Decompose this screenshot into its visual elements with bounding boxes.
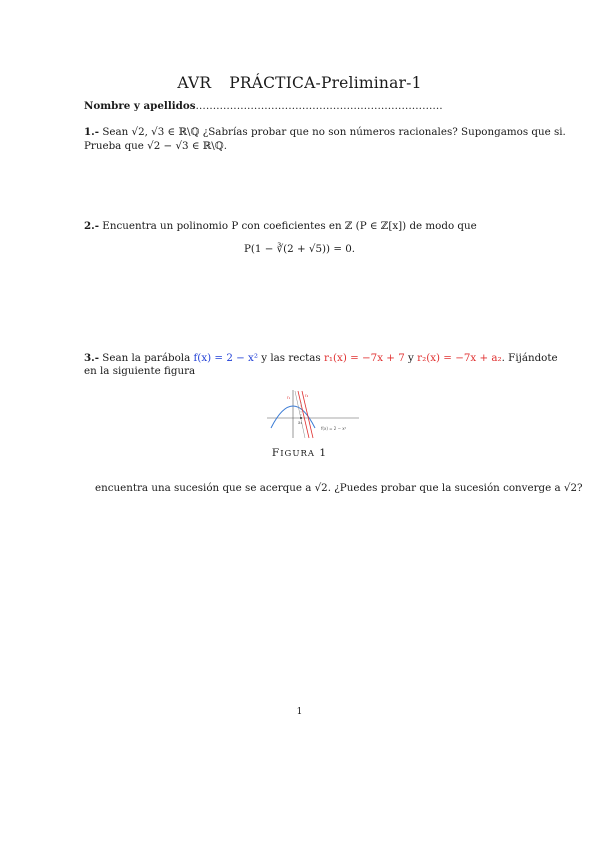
q1-line2 — [84, 140, 227, 153]
q2-text: Encuentra un polinomio P con coeficientes en ℤ (P ∈ ℤ[x]) de modo que — [99, 220, 477, 232]
q1-text-b: ¿Sabrías probar que no son números racionales? Supongamos que si. — [199, 126, 566, 138]
q2-number: 2.- — [84, 220, 100, 232]
label-r1: r₁ — [287, 395, 291, 400]
title-left: AVR — [177, 74, 212, 92]
line-r1-expression: r₁(x) = −7x + 7 — [323, 352, 405, 364]
q1-text-a: Sean — [102, 126, 132, 138]
figure-caption — [0, 447, 599, 459]
line-r2-expression: r₂(x) = −7x + a₂ — [417, 352, 502, 364]
label-a1: a₁ — [298, 420, 303, 425]
caption-number: 1 — [319, 447, 328, 459]
q3-line1 — [84, 352, 558, 365]
q3-text-b: y las rectas — [258, 352, 324, 364]
parabola-expression: f(x) = 2 − x² — [193, 352, 258, 364]
name-line — [84, 100, 443, 113]
title-right: PRÁCTICA-Preliminar-1 — [229, 74, 422, 92]
caption-word: IGURA — [280, 449, 316, 459]
q3-number: 3.- — [84, 352, 100, 364]
figure-1 — [265, 388, 361, 440]
q3-last-line: encuentra una sucesión que se acerque a √2. ¿Puedes probar que la sucesión converge a √2? — [95, 482, 583, 494]
caption-initial: F — [271, 447, 281, 459]
q1-line1 — [84, 126, 566, 139]
q1-number: 1.- — [84, 126, 100, 138]
q1-math-a: √2, √3 ∈ ℝ\ℚ — [131, 126, 200, 138]
q3-text-a: Sean la parábola — [99, 352, 194, 364]
name-label: Nombre y apellidos — [84, 100, 196, 112]
q3-text-c: y — [404, 352, 418, 364]
q1-math-b: √2 − √3 ∈ ℝ\ℚ. — [147, 140, 228, 152]
label-r2: r₂ — [305, 393, 309, 398]
point-a1 — [300, 417, 302, 419]
figure-1-graph — [265, 388, 361, 440]
page-title — [0, 74, 599, 92]
page-number: 1 — [296, 707, 303, 717]
name-dots: ……………………………………………………………… — [195, 100, 443, 112]
q3-text-d: . Fijándote — [501, 352, 558, 364]
label-f: f(x) = 2 − x² — [321, 426, 347, 431]
q2-line1 — [84, 220, 477, 233]
q2-formula: P(1 − ∛(2 + √5)) = 0. — [243, 243, 356, 255]
q3-line2: en la siguiente figura — [84, 365, 196, 377]
q1-text-c: Prueba que — [84, 140, 148, 152]
